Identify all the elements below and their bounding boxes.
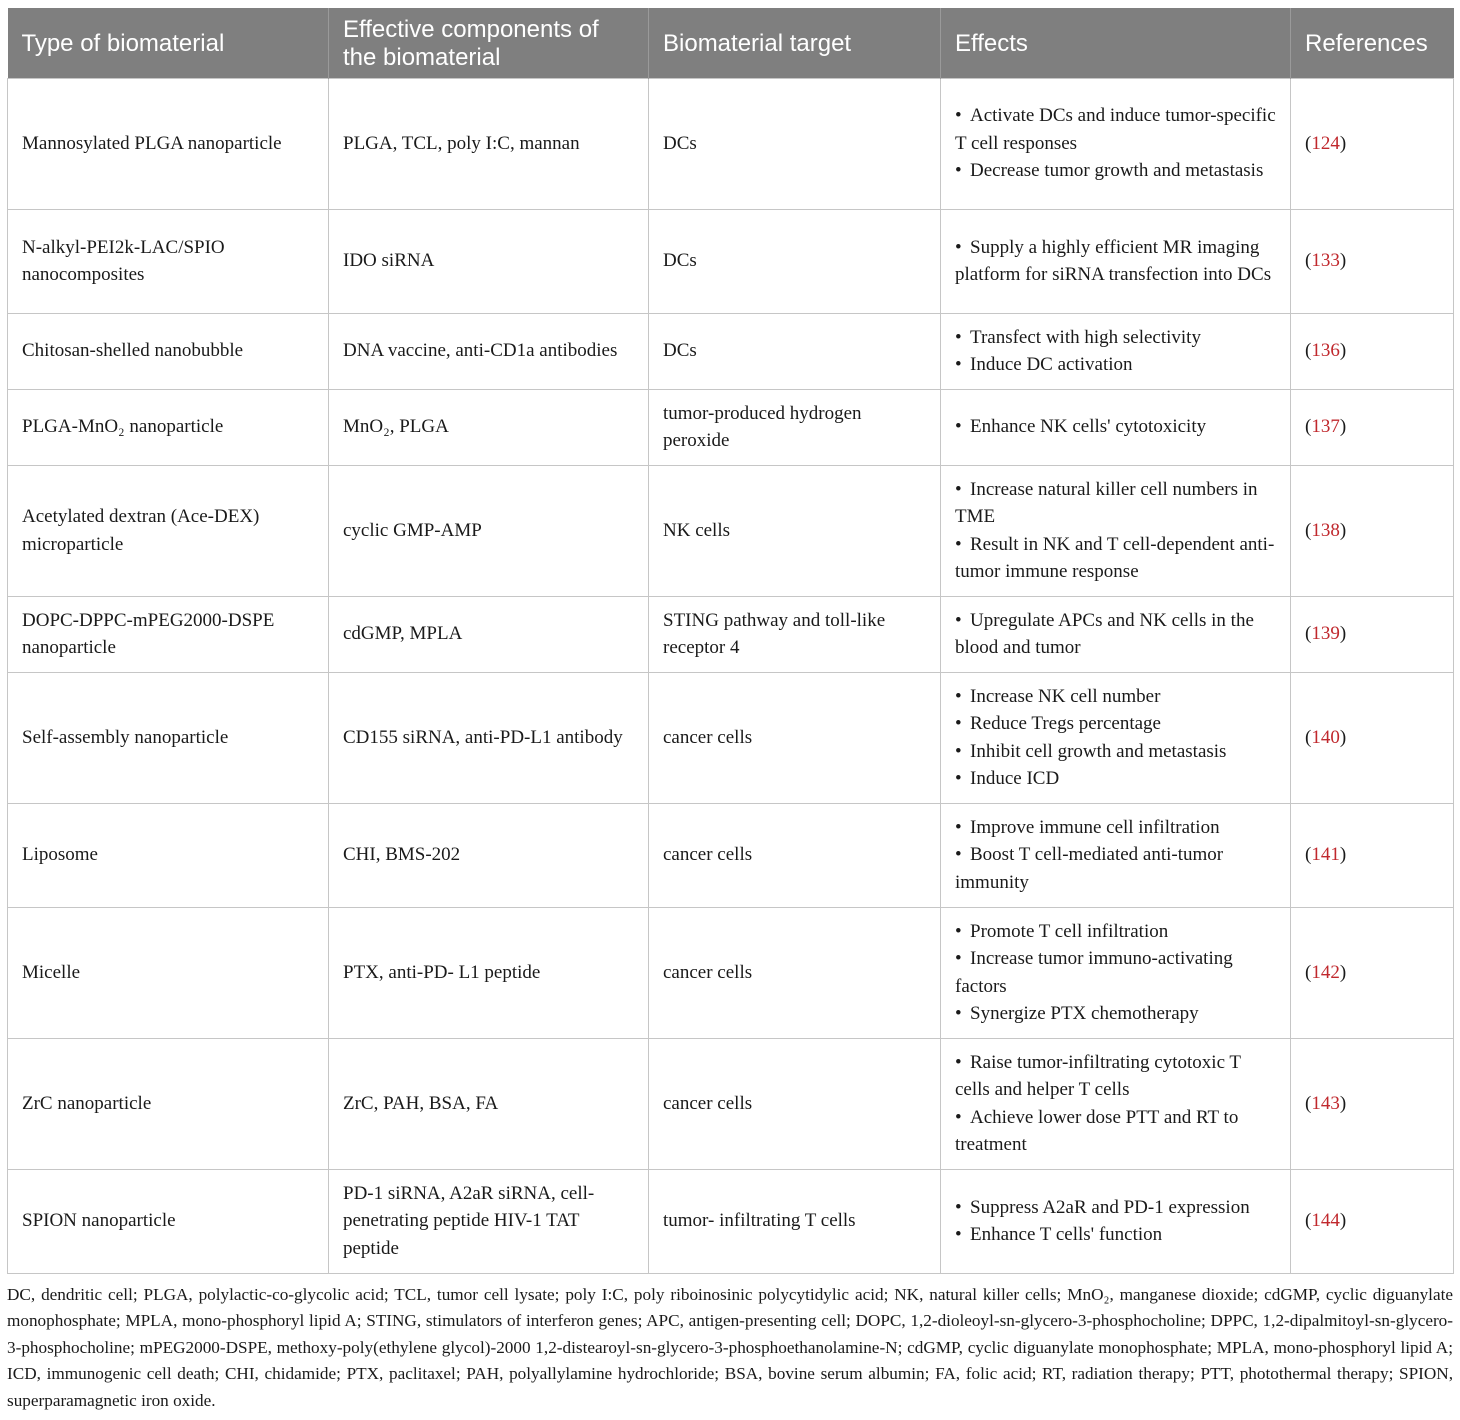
effect-item — [955, 738, 1276, 766]
reference-link[interactable]: 124 — [1311, 132, 1340, 154]
effect-text: Enhance NK cells' cytotoxicity — [970, 416, 1207, 438]
cell-target: STING pathway and toll-like receptor 4 — [649, 596, 941, 672]
cell-target: tumor- infiltrating T cells — [649, 1169, 941, 1273]
cell-type: ZrC nanoparticle — [8, 1038, 329, 1169]
reference-open-paren: ( — [1305, 416, 1312, 438]
reference-link[interactable]: 141 — [1311, 844, 1340, 866]
effect-item — [955, 918, 1276, 946]
cell-components: PLGA, TCL, poly I:C, mannan — [329, 78, 649, 209]
reference-close-paren: ) — [1339, 416, 1347, 438]
cell-type: DOPC-DPPC-mPEG2000-DSPE nanoparticle — [8, 596, 329, 672]
cell-target: tumor-produced hydrogen peroxide — [649, 389, 941, 465]
effect-item — [955, 351, 1276, 379]
reference-close-paren: ) — [1339, 519, 1347, 541]
effect-text: Promote T cell infiltration — [970, 920, 1169, 942]
effect-text: Activate DCs and induce tumor-specific T cell responses — [955, 105, 1276, 154]
cell-reference — [1291, 78, 1454, 209]
effect-item — [955, 531, 1276, 586]
bullet-icon: • — [955, 533, 962, 555]
cell-reference — [1291, 389, 1454, 465]
cell-target: NK cells — [649, 465, 941, 596]
table-row — [8, 1038, 1454, 1169]
reference-close-paren: ) — [1339, 340, 1347, 362]
bullet-icon: • — [955, 416, 962, 438]
reference-link[interactable]: 133 — [1311, 250, 1340, 272]
effect-item — [955, 710, 1276, 738]
table-row — [8, 596, 1454, 672]
reference-open-paren: ( — [1305, 623, 1312, 645]
bullet-icon: • — [955, 354, 962, 375]
effect-text: Transfect with high selectivity — [970, 326, 1201, 348]
effect-text: Reduce Tregs percentage — [970, 713, 1161, 734]
cell-components: PD-1 siRNA, A2aR siRNA, cell-penetrating peptide HIV-1 TAT peptide — [329, 1169, 649, 1273]
effect-text: Improve immune cell infiltration — [970, 816, 1220, 838]
cell-effects — [941, 672, 1291, 803]
column-header-components: Effective components of the biomaterial — [329, 8, 649, 78]
reference-close-paren: ) — [1339, 1092, 1347, 1114]
cell-type: Liposome — [8, 803, 329, 907]
reference-link[interactable]: 137 — [1311, 416, 1340, 438]
reference-close-paren: ) — [1339, 250, 1347, 272]
bullet-icon: • — [955, 1106, 962, 1128]
table-row — [8, 78, 1454, 209]
bullet-icon: • — [955, 1003, 962, 1024]
cell-type: Acetylated dextran (Ace-DEX) microparticle — [8, 465, 329, 596]
table-row — [8, 389, 1454, 465]
reference-close-paren: ) — [1339, 844, 1347, 866]
table-row — [8, 907, 1454, 1038]
table-row — [8, 465, 1454, 596]
cell-reference — [1291, 465, 1454, 596]
effect-text: Suppress A2aR and PD-1 expression — [970, 1196, 1250, 1218]
reference-link[interactable]: 144 — [1311, 1210, 1340, 1232]
reference-link[interactable]: 140 — [1311, 726, 1340, 748]
cell-components: IDO siRNA — [329, 209, 649, 313]
cell-effects — [941, 1038, 1291, 1169]
cell-type: SPION nanoparticle — [8, 1169, 329, 1273]
effect-text: Induce ICD — [970, 768, 1060, 789]
reference-open-paren: ( — [1305, 844, 1312, 866]
bullet-icon: • — [955, 236, 962, 258]
effect-text: Inhibit cell growth and metastasis — [970, 740, 1227, 762]
bullet-icon: • — [955, 685, 962, 707]
reference-close-paren: ) — [1339, 623, 1347, 645]
effect-text: Increase tumor immuno-activating factors — [955, 948, 1233, 997]
bullet-icon: • — [955, 1196, 962, 1218]
effect-text: Supply a highly efficient MR imaging platform for siRNA transfection into DCs — [955, 236, 1272, 285]
reference-open-paren: ( — [1305, 961, 1312, 983]
cell-effects — [941, 389, 1291, 465]
table-page — [7, 8, 1453, 1414]
cell-reference — [1291, 672, 1454, 803]
cell-components: cdGMP, MPLA — [329, 596, 649, 672]
effect-text: Increase NK cell number — [970, 685, 1161, 707]
cell-effects — [941, 465, 1291, 596]
cell-reference — [1291, 596, 1454, 672]
cell-reference — [1291, 1038, 1454, 1169]
reference-open-paren: ( — [1305, 250, 1312, 272]
table-row — [8, 1169, 1454, 1273]
reference-open-paren: ( — [1305, 726, 1312, 748]
effect-item — [955, 413, 1276, 441]
cell-effects — [941, 803, 1291, 907]
effect-text: Enhance T cells' function — [970, 1224, 1163, 1245]
cell-type: Mannosylated PLGA nanoparticle — [8, 78, 329, 209]
reference-link[interactable]: 136 — [1311, 340, 1340, 362]
cell-components: cyclic GMP-AMP — [329, 465, 649, 596]
reference-open-paren: ( — [1305, 1210, 1312, 1232]
bullet-icon: • — [955, 844, 962, 866]
table-footnote: DC, dendritic cell; PLGA, polylactic-co-glycolic acid; TCL, tumor cell lysate; poly I:C, poly riboinosinic polycytidylic acid; NK, natural killer cells; MnO₂, manganese dioxide; cdGMP, cyclic diguanylate monophosphate; MPLA, mono-phosphoryl lipid A; STING, stimulators of interferon genes; APC, antigen-presenting cell; DOPC, 1,2-dioleoyl-sn-glycero-3-phosphocholine; DPPC, 1,2-dipalmitoyl-sn-glycero-3-phosphocholine; mPEG2000-DSPE, methoxy-poly(ethylene glycol)-2000 1,2-distearoyl-sn-glycero-3-phosphoethanolamine-N; cdGMP, cyclic diguanylate monophosphate; MPLA, mono-phosphoryl lipid A; ICD, immunogenic cell death; CHI, chidamide; PTX, paclitaxel; PAH, polyallylamine hydrochloride; BSA, bovine serum albumin; FA, folic acid; RT, radiation therapy; PTT, photothermal therapy; SPION, superparamagnetic iron oxide. — [7, 1284, 1453, 1410]
cell-reference — [1291, 209, 1454, 313]
cell-components: CD155 siRNA, anti-PD-L1 antibody — [329, 672, 649, 803]
cell-reference — [1291, 313, 1454, 389]
bullet-icon: • — [955, 105, 962, 127]
bullet-icon: • — [955, 740, 962, 762]
cell-target: DCs — [649, 78, 941, 209]
column-header-references: References — [1291, 8, 1454, 78]
effect-item — [955, 945, 1276, 1000]
cell-reference — [1291, 907, 1454, 1038]
reference-open-paren: ( — [1305, 132, 1312, 154]
cell-effects — [941, 209, 1291, 313]
reference-open-paren: ( — [1305, 519, 1312, 541]
effect-item — [955, 102, 1276, 157]
reference-close-paren: ) — [1339, 726, 1347, 748]
bullet-icon: • — [955, 816, 962, 838]
cell-effects — [941, 596, 1291, 672]
reference-link[interactable]: 143 — [1311, 1092, 1340, 1114]
effect-text: Upregulate APCs and NK cells in the blood and tumor — [955, 609, 1254, 658]
effect-item — [955, 1194, 1276, 1222]
biomaterials-table — [7, 8, 1454, 1274]
reference-link[interactable]: 139 — [1311, 623, 1340, 645]
cell-target: cancer cells — [649, 672, 941, 803]
effect-item — [955, 476, 1276, 531]
reference-close-paren: ) — [1339, 961, 1347, 983]
effect-item — [955, 324, 1276, 352]
cell-target: DCs — [649, 313, 941, 389]
table-row — [8, 803, 1454, 907]
column-header-effects: Effects — [941, 8, 1291, 78]
cell-effects — [941, 1169, 1291, 1273]
effect-text: Result in NK and T cell-dependent anti-tumor immune response — [955, 533, 1275, 582]
effect-item — [955, 1104, 1276, 1159]
effect-item — [955, 234, 1276, 289]
cell-target: DCs — [649, 209, 941, 313]
reference-open-paren: ( — [1305, 340, 1312, 362]
cell-reference — [1291, 1169, 1454, 1273]
cell-target: cancer cells — [649, 1038, 941, 1169]
cell-components: CHI, BMS-202 — [329, 803, 649, 907]
table-row — [8, 672, 1454, 803]
effect-text: Achieve lower dose PTT and RT to treatment — [955, 1106, 1239, 1155]
cell-effects — [941, 907, 1291, 1038]
cell-effects — [941, 313, 1291, 389]
effect-item — [955, 1221, 1276, 1249]
effect-item — [955, 683, 1276, 711]
effect-text: Boost T cell-mediated anti-tumor immunity — [955, 844, 1224, 893]
column-header-target: Biomaterial target — [649, 8, 941, 78]
effect-text: Synergize PTX chemotherapy — [970, 1003, 1199, 1024]
effect-text: Decrease tumor growth and metastasis — [970, 160, 1264, 182]
cell-type: Self-assembly nanoparticle — [8, 672, 329, 803]
bullet-icon: • — [955, 768, 962, 789]
effect-text: Increase natural killer cell numbers in TME — [955, 478, 1258, 527]
cell-components: DNA vaccine, anti-CD1a antibodies — [329, 313, 649, 389]
cell-target: cancer cells — [649, 803, 941, 907]
reference-open-paren: ( — [1305, 1092, 1312, 1114]
cell-type: Chitosan-shelled nanobubble — [8, 313, 329, 389]
bullet-icon: • — [955, 609, 962, 631]
effect-item — [955, 1049, 1276, 1104]
bullet-icon: • — [955, 920, 962, 942]
bullet-icon: • — [955, 326, 962, 348]
cell-type: Micelle — [8, 907, 329, 1038]
reference-link[interactable]: 138 — [1311, 519, 1340, 541]
cell-components: ZrC, PAH, BSA, FA — [329, 1038, 649, 1169]
cell-components: PTX, anti-PD- L1 peptide — [329, 907, 649, 1038]
cell-type: N-alkyl-PEI2k-LAC/SPIO nanocomposites — [8, 209, 329, 313]
table-row — [8, 313, 1454, 389]
reference-close-paren: ) — [1339, 1210, 1347, 1232]
effect-item — [955, 1000, 1276, 1028]
bullet-icon: • — [955, 160, 962, 182]
bullet-icon: • — [955, 478, 962, 500]
cell-effects — [941, 78, 1291, 209]
cell-reference — [1291, 803, 1454, 907]
effect-text: Raise tumor-infiltrating cytotoxic T cells and helper T cells — [955, 1051, 1241, 1100]
column-header-type: Type of biomaterial — [8, 8, 329, 78]
table-body — [8, 78, 1454, 1273]
table-row — [8, 209, 1454, 313]
effect-item — [955, 841, 1276, 896]
bullet-icon: • — [955, 713, 962, 734]
effect-item — [955, 765, 1276, 793]
reference-close-paren: ) — [1339, 132, 1347, 154]
effect-item — [955, 157, 1276, 185]
cell-target: cancer cells — [649, 907, 941, 1038]
reference-link[interactable]: 142 — [1311, 961, 1340, 983]
effect-text: Induce DC activation — [970, 354, 1133, 375]
cell-components: MnO₂, PLGA — [329, 389, 649, 465]
bullet-icon: • — [955, 1224, 962, 1245]
cell-type: PLGA-MnO₂ nanoparticle — [8, 389, 329, 465]
bullet-icon: • — [955, 1051, 962, 1073]
table-header-row — [8, 8, 1454, 78]
effect-item — [955, 607, 1276, 662]
bullet-icon: • — [955, 948, 962, 969]
effect-item — [955, 814, 1276, 842]
